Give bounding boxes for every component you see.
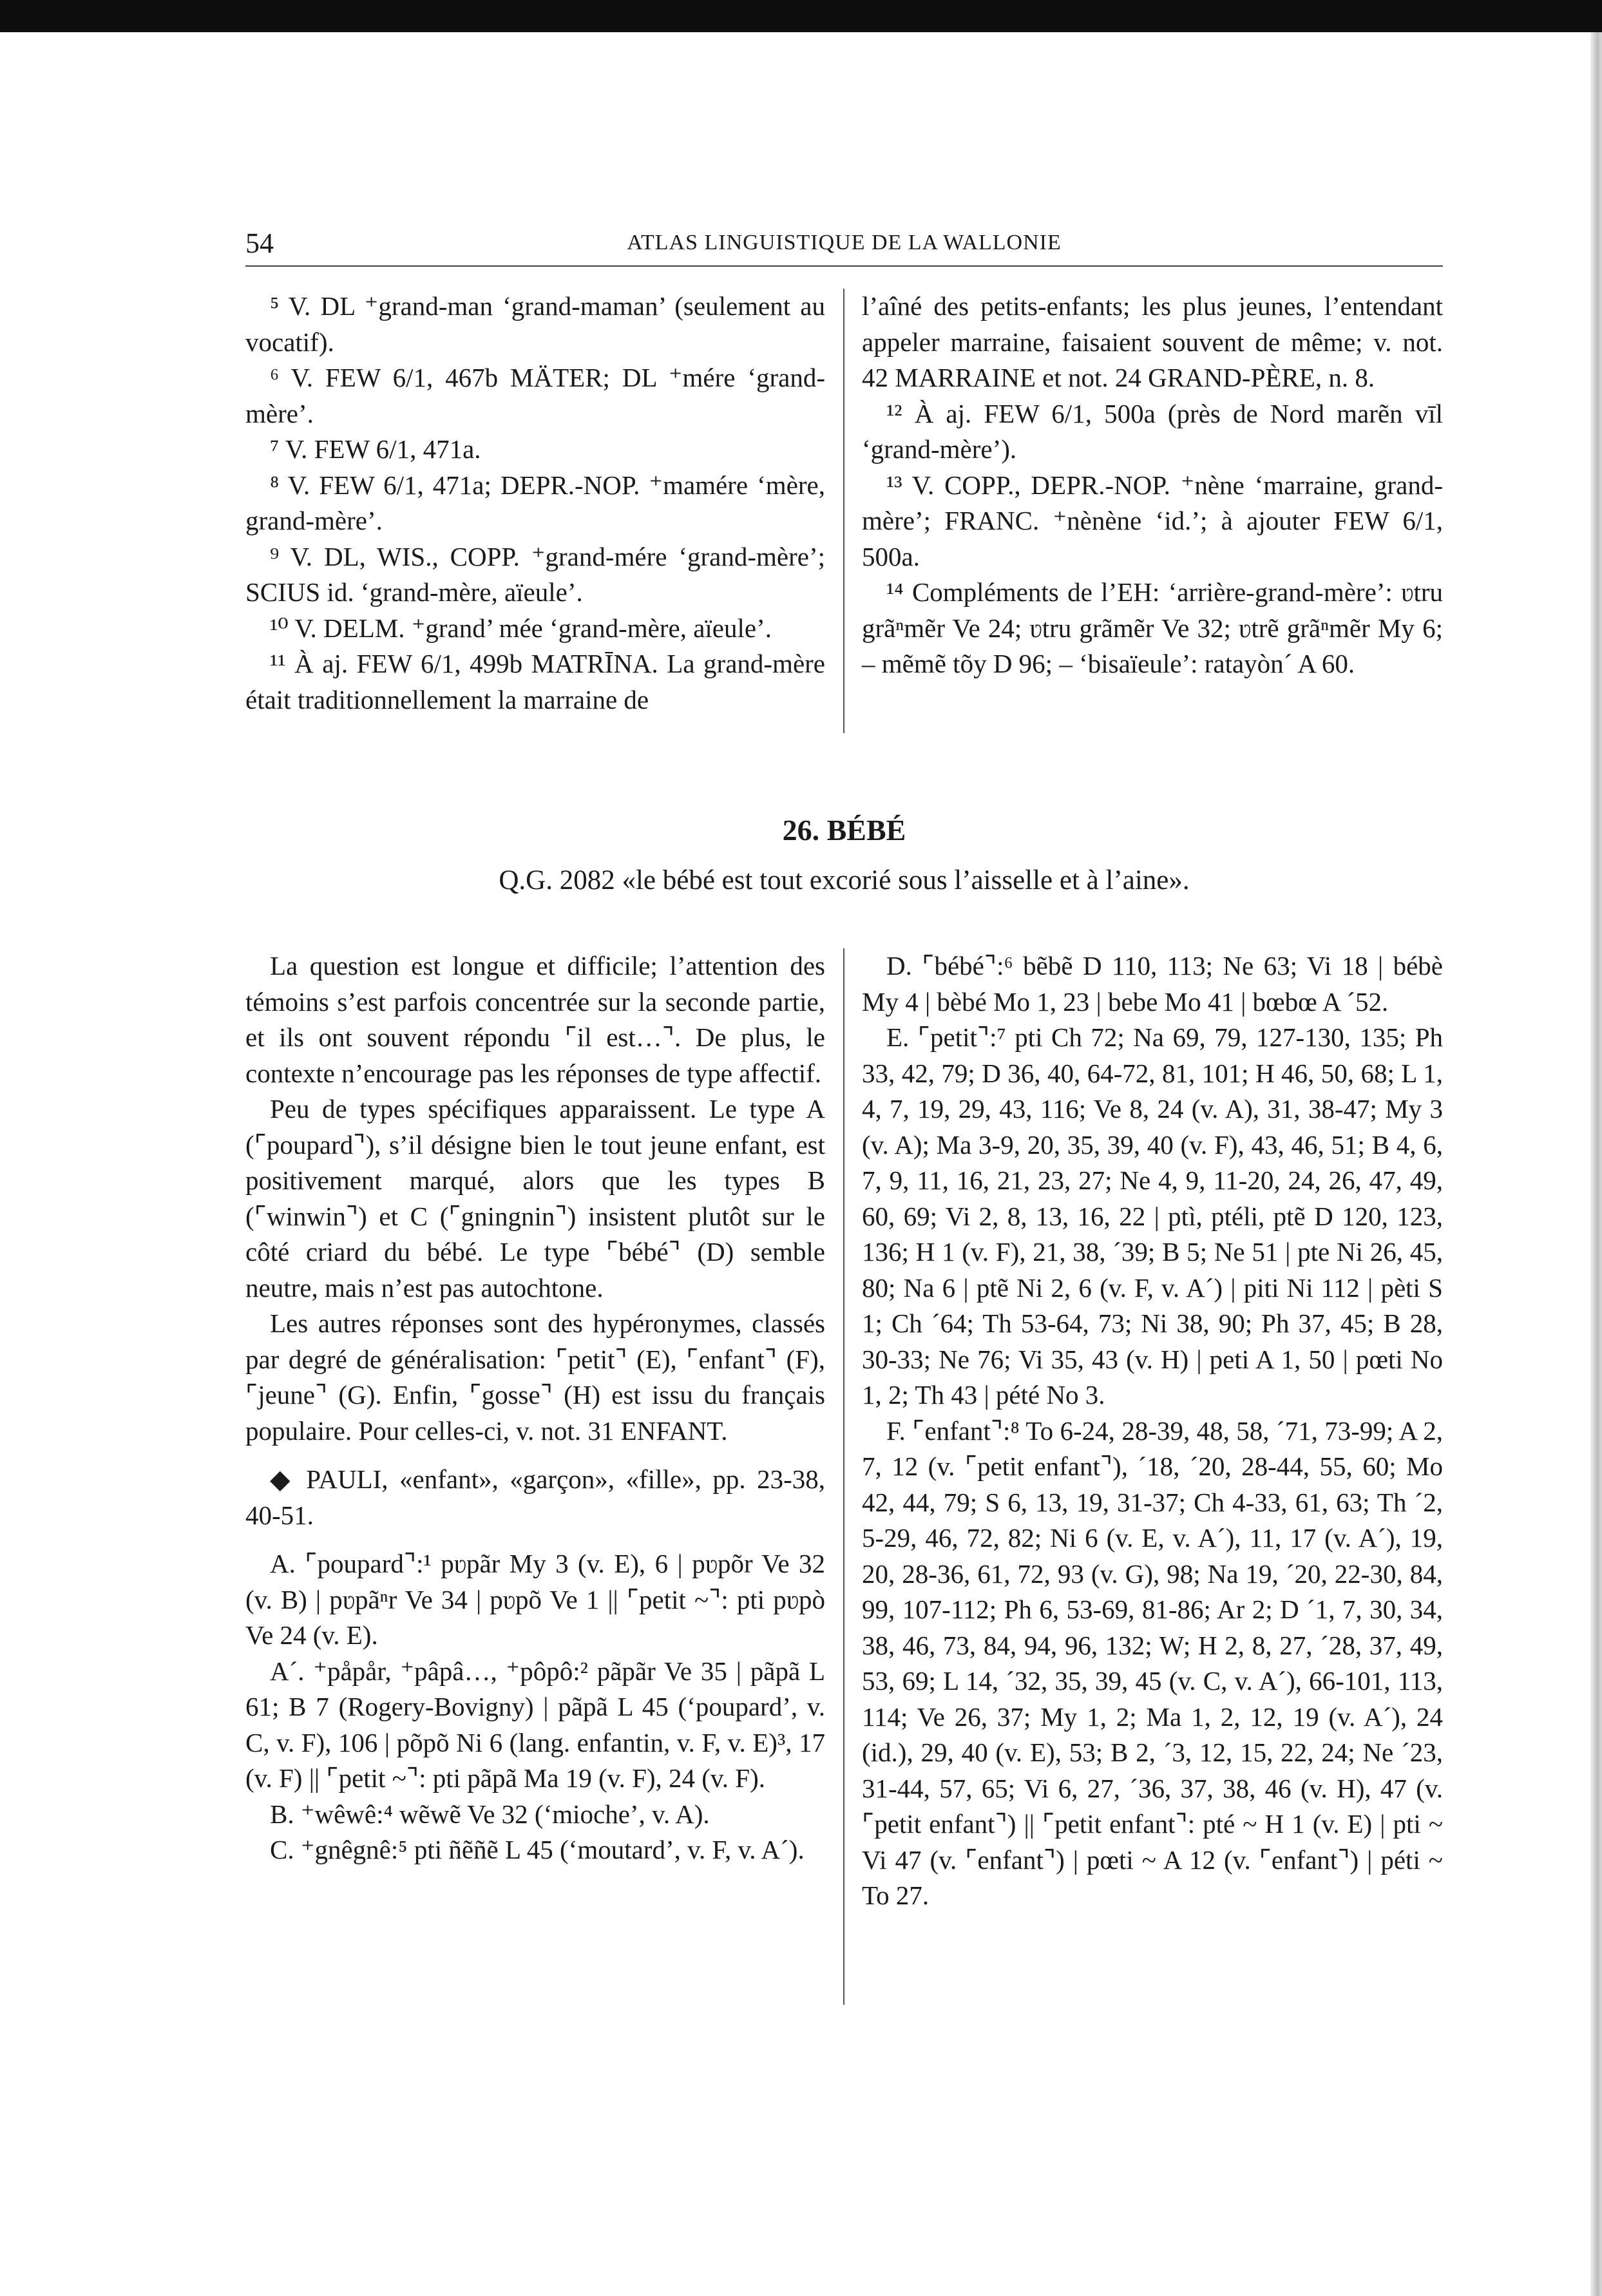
running-title: ATLAS LINGUISTIQUE DE LA WALLONIE bbox=[627, 231, 1062, 254]
type-entry: D. ⌜bébé⌝:⁶ bẽbẽ D 110, 113; Ne 63; Vi 18 | bébè My 4 | bèbé Mo 1, 23 | bebe Mo 41 | bœbœ A ´52. bbox=[862, 951, 1443, 1017]
footnote: ¹⁰ V. DELM. ⁺grand’ mée ‘grand-mère, aïeule’. bbox=[270, 613, 772, 643]
footnote: ⁵ V. DL ⁺grand-man ‘grand-maman’ (seulement au vocatif). bbox=[245, 291, 825, 357]
footnote: ⁸ V. FEW 6/1, 471a; DEPR.-NOP. ⁺mamére ‘mère, grand-mère’. bbox=[245, 470, 825, 535]
scan-top-border bbox=[0, 0, 1602, 32]
type-entry: A´. ⁺påpår, ⁺pâpâ…, ⁺pôpô:² pãpãr Ve 35 | pãpã L 61; B 7 (Rogery-Bovigny) | pãpã L 45 (‘poupard’, v. C, v. F), 106 | põpõ Ni 6 (lang. enfantin, v. F, v. E)³, 17 (v. F) || ⌜petit ~⌝: pti pãpã Ma 19 (v. F), 24 (v. F). bbox=[245, 1656, 825, 1793]
footnote: l’aîné des petits-enfants; les plus jeunes, l’entendant appeler marraine, faisaient souvent de même; v. not. 42 MARRAINE et not. 24 GRAND-PÈRE, n. 8. bbox=[862, 291, 1443, 392]
footnote: ¹² À aj. FEW 6/1, 500a (près de Nord marẽn vīl ‘grand-mère’). bbox=[862, 398, 1443, 464]
footnotes-right-column bbox=[862, 289, 1443, 682]
type-entry: B. ⁺wêwê:⁴ wẽwẽ Ve 32 (‘mioche’, v. A). bbox=[270, 1799, 710, 1829]
body-left-column bbox=[245, 948, 825, 1868]
footnote: ¹³ V. COPP., DEPR.-NOP. ⁺nène ‘marraine, grand-mère’; FRANC. ⁺nènène ‘id.’; à ajouter FEW 6/1, 500a. bbox=[862, 470, 1443, 571]
section-title: 26. BÉBÉ bbox=[782, 814, 906, 847]
paragraph: Les autres réponses sont des hypéronymes, classés par degré de généralisation: ⌜petit⌝ (E), ⌜enfant⌝ (F), ⌜jeune⌝ (G). Enfin, ⌜gosse⌝ (H) est issu du français populaire. Pour celles-ci, v. not. 31 ENFANT. bbox=[245, 1308, 825, 1446]
bibliography-note: ◆ PAULI, «enfant», «garçon», «fille», pp. 23-38, 40-51. bbox=[245, 1464, 825, 1530]
footnote: ⁹ V. DL, WIS., COPP. ⁺grand-mére ‘grand-mère’; SCIUS id. ‘grand-mère, aïeule’. bbox=[245, 541, 825, 607]
running-header bbox=[245, 227, 1443, 267]
type-entry: F. ⌜enfant⌝:⁸ To 6-24, 28-39, 48, 58, ´71, 73-99; A 2, 7, 12 (v. ⌜petit enfant⌝), ´18, ´20, 28-44, 55, 60; Mo 42, 44, 79; S 6, 13, 19, 31-37; Ch 4-33, 61, 63; Th ´2, 5-29, 46, 72, 82; Ni 6 (v. E, v. A´), 11, 17 (v. A´), 19, 20, 28-36, 61, 72, 93 (v. G), 98; Na 19, ´20, 22-30, 84, 99, 107-112; Ph 6, 53-69, 81-86; Ar 2; D ´1, 7, 30, 34, 38, 46, 73, 84, 94, 96, 132; W; H 2, 8, 27, ´28, 37, 49, 53, 69; L 14, ´32, 35, 39, 45 (v. C, v. A´), 66-101, 113, 114; Ve 26, 37; My 1, 2; Ma 1, 2, 12, 19 (v. A´), 24 (id.), 29, 40 (v. E), 53; B 2, ´3, 12, 15, 22, 24; Ne ´23, 31-44, 57, 65; Vi 6, 27, ´36, 37, 38, 46 (v. H), 47 (v. ⌜petit enfant⌝) || ⌜petit enfant⌝: pté ~ H 1 (v. E) | pti ~ Vi 47 (v. ⌜enfant⌝) | pœti ~ A 12 (v. ⌜enfant⌝) | péti ~ To 27. bbox=[862, 1415, 1443, 1910]
column-rule bbox=[843, 289, 844, 733]
type-entry: C. ⁺gnêgnê:⁵ pti ñẽñẽ L 45 (‘moutard’, v. F, v. A´). bbox=[270, 1835, 805, 1864]
footnote: ¹¹ À aj. FEW 6/1, 499b MATRĪNA. La grand-mère était traditionnellement la marraine de bbox=[245, 649, 825, 714]
type-entry: A. ⌜poupard⌝:¹ pʋpãr My 3 (v. E), 6 | pʋpõr Ve 32 (v. B) | pʋpãⁿr Ve 34 | pʋpõ Ve 1 || ⌜petit ~⌝: pti pʋpò Ve 24 (v. E). bbox=[245, 1549, 825, 1650]
page-number: 54 bbox=[245, 227, 274, 259]
footnote: ⁶ V. FEW 6/1, 467b MÄTER; DL ⁺mére ‘grand-mère’. bbox=[245, 363, 825, 428]
column-rule bbox=[843, 948, 844, 2005]
paragraph: La question est longue et difficile; l’attention des témoins s’est parfois concentrée sur la seconde partie, et ils ont souvent répondu ⌜il est…⌝. De plus, le contexte n’encourage pas les réponses de type affectif. bbox=[245, 951, 825, 1088]
body-right-column bbox=[862, 948, 1443, 1914]
footnote: ⁷ V. FEW 6/1, 471a. bbox=[270, 434, 481, 464]
type-entry: E. ⌜petit⌝:⁷ pti Ch 72; Na 69, 79, 127-130, 135; Ph 33, 42, 79; D 36, 40, 64-72, 81, 101; H 46, 50, 68; L 1, 4, 7, 19, 29, 43, 116; Ve 8, 24 (v. A), 31, 38-47; My 3 (v. A); Ma 3-9, 20, 35, 39, 40 (v. F), 43, 46, 51; B 4, 6, 7, 9, 11, 16, 21, 23, 27; Ne 4, 9, 11-20, 24, 26, 47, 49, 60, 69; Vi 2, 8, 13, 16, 22 | ptì, ptéli, ptẽ D 120, 123, 136; H 1 (v. F), 21, 38, ´39; B 5; Ne 51 | pte Ni 26, 45, 80; Na 6 | ptẽ Ni 2, 6 (v. F, v. A´) | piti Ni 112 | pèti S 1; Ch ´64; Th 53-64, 73; Ni 38, 90; Ph 37, 45; B 28, 30-33; Ne 76; Vi 35, 43 (v. H) | peti A 1, 50 | pœti No 1, 2; Th 43 | pété No 3. bbox=[862, 1022, 1443, 1410]
footnotes-left-column bbox=[245, 289, 825, 718]
footnote: ¹⁴ Compléments de l’EH: ‘arrière-grand-mère’: ʋtru grãⁿmẽr Ve 24; ʋtru grãmẽr Ve 32; ʋtrẽ grãⁿmẽr My 6; – mẽmẽ tõy D 96; – ‘bisaïeule’: ratayòn´ A 60. bbox=[862, 577, 1443, 678]
scan-right-edge bbox=[1590, 32, 1602, 2296]
section-question: Q.G. 2082 «le bébé est tout excorié sous l’aisselle et à l’aine». bbox=[499, 865, 1190, 895]
paragraph: Peu de types spécifiques apparaissent. Le type A (⌜poupard⌝), s’il désigne bien le tout jeune enfant, est positivement marqué, alors que les types B (⌜winwin⌝) et C (⌜gningnin⌝) insistent plutôt sur le côté criard du bébé. Le type ⌜bébé⌝ (D) semble neutre, mais n’est pas autochtone. bbox=[245, 1094, 825, 1303]
